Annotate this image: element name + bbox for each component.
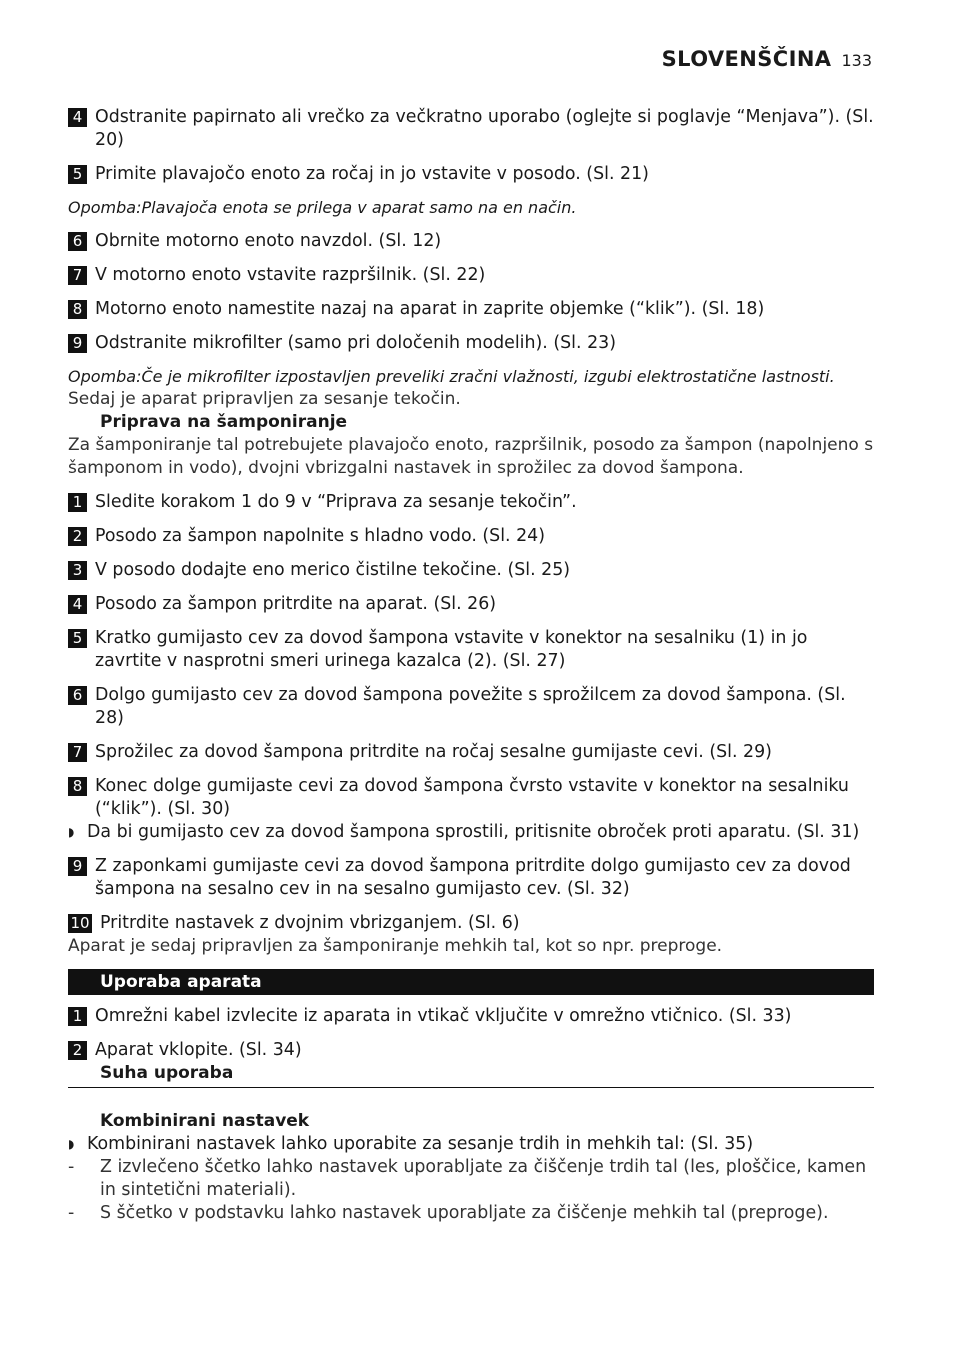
step-number: 3 [68,561,87,580]
step-number: 4 [68,108,87,127]
step-number: 4 [68,595,87,614]
step-item [68,525,874,548]
step-text: Motorno enoto namestite nazaj na aparat in zaprite objemke (“klik”). (Sl. 18) [95,299,765,319]
step-item [68,332,874,355]
manual-content [68,106,874,1225]
ready-liquids-text: Sedaj je aparat pripravljen za sesanje tekočin. [68,389,461,409]
note-floating-unit: Opomba:Plavajoča enota se prilega v aparat samo na en način. [68,198,577,217]
bullet-item [68,1133,874,1156]
dry-use-heading: Suha uporaba [68,1062,874,1088]
step-number: 10 [68,914,92,933]
step-text: Sprožilec za dovod šampona pritrdite na ročaj sesalne gumijaste cevi. (Sl. 29) [95,742,772,762]
shampoo-heading: Priprava na šamponiranje [100,412,348,432]
step-number: 6 [68,686,87,705]
step-item [68,106,874,152]
step-text: Konec dolge gumijaste cevi za dovod šampona čvrsto vstavite v konektor na sesalniku (“klik”). (Sl. 30) [95,776,849,819]
step-text: Dolgo gumijasto cev za dovod šampona povežite s sprožilcem za dovod šampona. (Sl. 28) [95,685,846,728]
step-item [68,1039,874,1062]
step-item [68,741,874,764]
step-item [68,593,874,616]
step-number: 9 [68,857,87,876]
step-item [68,264,874,287]
dash-text: Z izvlečeno ščetko lahko nastavek uporabljate za čiščenje trdih tal (les, ploščice, kamen in sintetični materiali). [100,1157,867,1200]
step-number: 7 [68,743,87,762]
bullet-icon: ◗ [68,1137,75,1151]
page-header [662,47,872,75]
step-text: Aparat vklopite. (Sl. 34) [95,1040,302,1060]
step-text: Z zaponkami gumijaste cevi za dovod šampona pritrdite dolgo gumijasto cev za dovod šampona na sesalno cev in na sesalno gumijasto cev. (Sl. 32) [95,856,851,899]
step-text: Odstranite mikrofilter (samo pri določenih modelih). (Sl. 23) [95,333,616,353]
step-number: 1 [68,493,87,512]
language-title: SLOVENŠČINA [661,47,832,71]
step-text: Obrnite motorno enoto navzdol. (Sl. 12) [95,231,442,251]
step-number: 5 [68,629,87,648]
bullet-text: Kombinirani nastavek lahko uporabite za sesanje trdih in mehkih tal: (Sl. 35) [87,1134,754,1154]
step-number: 7 [68,266,87,285]
step-text: Sledite korakom 1 do 9 v “Priprava za sesanje tekočin”. [95,492,577,512]
step-text: Kratko gumijasto cev za dovod šampona vstavite v konektor na sesalniku (1) in jo zavrtite v nasprotni smeri urinega kazalca (2). (Sl. 27) [95,628,808,671]
step-text: Pritrdite nastavek z dvojnim vbrizganjem. (Sl. 6) [100,913,520,933]
step-text: V motorno enoto vstavite razpršilnik. (Sl. 22) [95,265,486,285]
bullet-text: Da bi gumijasto cev za dovod šampona sprostili, pritisnite obroček proti aparatu. (Sl. 31) [87,822,860,842]
page-number: 133 [841,51,872,70]
shampoo-intro: Za šamponiranje tal potrebujete plavajočo enoto, razpršilnik, posodo za šampon (napolnjeno s šamponom in vodo), dvojni vbrizgalni nastavek in sprožilec za dovod šampona. [68,435,874,478]
combi-nozzle-heading: Kombinirani nastavek [100,1111,310,1131]
dash-mark: - [68,1203,75,1223]
step-text: Posodo za šampon napolnite s hladno vodo. (Sl. 24) [95,526,546,546]
step-text: Primite plavajočo enoto za ročaj in jo vstavite v posodo. (Sl. 21) [95,164,649,184]
step-item [68,912,874,935]
dash-item [68,1202,874,1225]
step-number: 2 [68,527,87,546]
step-number: 8 [68,300,87,319]
step-item [68,684,874,730]
ready-shampoo-text: Aparat je sedaj pripravljen za šamponiranje mehkih tal, kot so npr. preproge. [68,936,723,956]
step-item [68,559,874,582]
step-text: Posodo za šampon pritrdite na aparat. (Sl. 26) [95,594,497,614]
step-number: 2 [68,1041,87,1060]
step-number: 6 [68,232,87,251]
step-text: Omrežni kabel izvlecite iz aparata in vtikač vključite v omrežno vtičnico. (Sl. 33) [95,1006,792,1026]
step-item [68,230,874,253]
dash-text: S ščetko v podstavku lahko nastavek uporabljate za čiščenje mehkih tal (preproge). [100,1203,829,1223]
step-number: 1 [68,1007,87,1026]
section-header-use: Uporaba aparata [68,969,874,995]
step-number: 8 [68,777,87,796]
step-item [68,163,874,186]
bullet-icon: ◗ [68,825,75,839]
step-item [68,855,874,901]
step-item [68,627,874,673]
note-microfilter: Opomba:Če je mikrofilter izpostavljen preveliki zračni vlažnosti, izgubi elektrostatične lastnosti. [68,367,835,386]
step-number: 9 [68,334,87,353]
step-item [68,1005,874,1028]
step-item [68,491,874,514]
step-text: Odstranite papirnato ali vrečko za večkratno uporabo (oglejte si poglavje “Menjava”). (Sl. 20) [95,107,874,150]
dash-item [68,1156,874,1202]
bullet-item [68,821,874,844]
step-number: 5 [68,165,87,184]
step-item [68,775,874,821]
dash-mark: - [68,1157,75,1177]
step-item [68,298,874,321]
step-text: V posodo dodajte eno merico čistilne tekočine. (Sl. 25) [95,560,571,580]
